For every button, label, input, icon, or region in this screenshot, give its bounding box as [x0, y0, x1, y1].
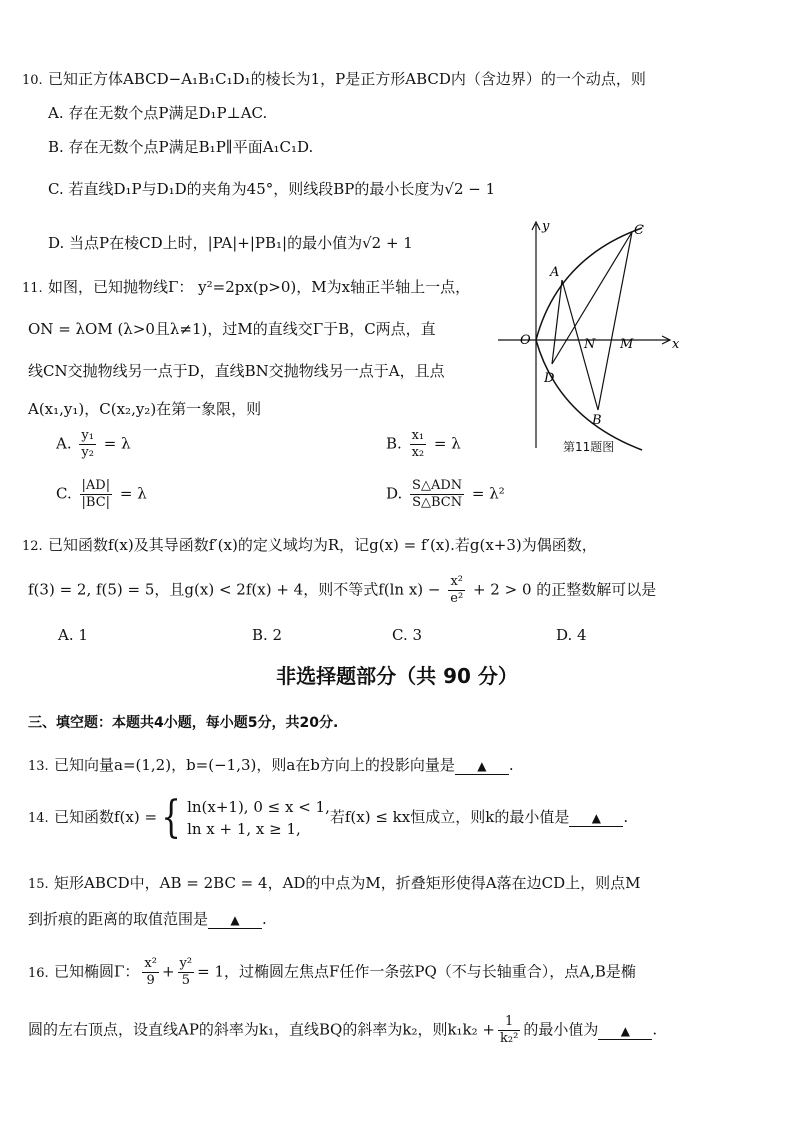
q16-fraction-3	[498, 1014, 520, 1047]
q12-option-c: C. 3	[392, 626, 423, 644]
q13-text: 已知向量a=(1,2)，b=(−1,3)，则a在b方向上的投影向量是	[54, 756, 455, 774]
q12-option-d: D. 4	[556, 626, 587, 644]
q16-f2-numerator: y²	[179, 956, 193, 971]
q12-line-2	[28, 574, 656, 607]
q15-answer-blank: ▲	[208, 912, 262, 929]
q16-f2-denominator: 5	[181, 973, 190, 988]
figure-label-m: M	[620, 337, 634, 352]
q15-line-2	[28, 908, 267, 930]
q14-brace: {	[161, 792, 181, 843]
q12-text-1: 已知函数f(x)及其导函数f′(x)的定义域均为R，记g(x) = f′(x).若g(x+3)为偶函数，	[48, 536, 597, 554]
q16-pre: 已知椭圆Γ：	[54, 962, 140, 981]
q16-f3-denominator: k₂²	[500, 1031, 519, 1046]
q11-figure	[492, 218, 692, 458]
q11-d-rhs: = λ²	[471, 484, 505, 503]
q14-piecewise	[187, 796, 330, 840]
q10-option-c: C. 若直线D₁P与D₁D的夹角为45°，则线段BP的最小长度为√2 − 1	[48, 180, 496, 198]
q16-number: 16.	[28, 965, 49, 981]
q14-post: 若f(x) ≤ kx恒成立，则k的最小值是	[329, 808, 570, 826]
figure-label-b: B	[592, 413, 602, 428]
q11-option-d	[386, 478, 505, 511]
q16-mid: = 1，过椭圆左焦点F任作一条弦PQ（不与长轴重合），点A,B是椭	[197, 962, 636, 981]
q10-stem-text: 已知正方体ABCD−A₁B₁C₁D₁的棱长为1，P是正方形ABCD内（含边界）的一个动点，则	[48, 70, 646, 88]
q16-fraction-1	[142, 956, 159, 989]
q11-d-denominator: S△BCN	[412, 495, 463, 510]
section-title: 非选择题部分（共 90 分）	[276, 664, 518, 688]
part-three-heading: 三、填空题：本题共4小题，每小题5分，共20分.	[28, 715, 339, 731]
q10-option-d: D. 当点P在棱CD上时，|PA|+|PB₁|的最小值为√2 + 1	[48, 234, 413, 252]
q16-f1-numerator: x²	[144, 956, 157, 971]
q15-number: 15.	[28, 877, 49, 892]
q11-c-numerator: |AD|	[81, 478, 111, 493]
q11-line-1	[22, 276, 470, 300]
q11-line-4: A(x₁,y₁)，C(x₂,y₂)在第一象限，则	[28, 400, 262, 418]
q11-b-denominator: x₂	[411, 445, 425, 460]
q12-line-1	[22, 534, 597, 558]
q11-text-1: 如图，已知抛物线Γ： y²=2px(p>0)，M为x轴正半轴上一点，	[48, 278, 471, 296]
q16-end: .	[652, 1020, 658, 1039]
figure-label-c: C	[634, 223, 644, 238]
q11-option-a	[56, 428, 131, 461]
q16-line-2	[28, 1014, 657, 1047]
q14-number: 14.	[28, 811, 49, 826]
q11-a-numerator: y₁	[81, 428, 94, 443]
figure-label-a: A	[550, 265, 560, 280]
q11-c-rhs: = λ	[119, 484, 147, 503]
q13-number: 13.	[28, 759, 49, 774]
q14-case-2: ln x + 1, x ≥ 1,	[187, 820, 301, 838]
q14-end: .	[623, 808, 629, 826]
q11-c-denominator: |BC|	[81, 495, 111, 510]
q14-case-1: ln(x+1), 0 ≤ x < 1,	[187, 798, 330, 816]
q11-d-numerator: S△ADN	[412, 478, 463, 493]
q15-text-2: 到折痕的距离的取值范围是	[28, 910, 209, 928]
q13-answer-blank: ▲	[455, 758, 509, 775]
q11-option-c-fraction	[80, 478, 113, 511]
q13-end: .	[508, 756, 514, 774]
q12-fraction-denominator: e²	[450, 591, 464, 606]
q11-number: 11.	[22, 281, 43, 296]
q16-line-1	[28, 956, 636, 989]
q16-text-2b: 的最小值为	[523, 1020, 599, 1039]
q11-a-rhs: = λ	[103, 434, 131, 453]
q15-end: .	[262, 910, 267, 928]
q10-option-a: A. 存在无数个点P满足D₁P⊥AC.	[48, 104, 268, 122]
q16-f3-numerator: 1	[498, 1014, 520, 1031]
figure-label-d: D	[544, 371, 555, 386]
q13	[28, 754, 514, 778]
q15-line-1	[28, 872, 640, 896]
q12-number: 12.	[22, 539, 43, 554]
q11-b-rhs: = λ	[433, 434, 461, 453]
q12-option-b: B. 2	[252, 626, 283, 644]
q14	[28, 792, 629, 843]
q12-fraction-numerator: x²	[448, 574, 465, 591]
q11-option-a-label: A.	[56, 434, 72, 453]
q11-a-denominator: y₂	[81, 445, 94, 460]
q12-fraction	[448, 574, 465, 607]
q11-figure-caption: 第11题图	[563, 440, 615, 454]
q11-option-b-label: B.	[386, 434, 402, 453]
q15-text-1: 矩形ABCD中，AB = 2BC = 4，AD的中点为M，折叠矩形使得A落在边CD上，则点M	[54, 874, 641, 892]
q11-line-2: ON = λOM (λ>0且λ≠1)，过M的直线交Γ于B，C两点，直	[28, 320, 436, 338]
q12-text-2b: + 2 > 0 的正整数解可以是	[472, 580, 657, 599]
q14-answer-blank: ▲	[569, 810, 623, 827]
q12-option-a: A. 1	[58, 626, 88, 644]
q10-number: 10.	[22, 73, 43, 88]
q11-option-b	[386, 428, 461, 461]
q11-option-d-label: D.	[386, 484, 403, 503]
q11-line-3: 线CN交抛物线另一点于D，直线BN交抛物线另一点于A，且点	[28, 362, 445, 380]
q16-plus: +	[161, 962, 175, 981]
q11-option-a-fraction	[79, 428, 96, 461]
q16-fraction-2	[178, 956, 195, 989]
figure-label-y: y	[542, 219, 550, 234]
q11-b-numerator: x₁	[411, 428, 425, 443]
figure-line-bc	[598, 232, 632, 410]
q11-option-b-fraction	[410, 428, 427, 461]
q11-option-c	[56, 478, 147, 511]
q11-option-c-label: C.	[56, 484, 72, 503]
q16-f1-denominator: 9	[146, 973, 155, 988]
q10-stem	[22, 68, 646, 92]
figure-label-n: N	[584, 337, 596, 352]
figure-label-x: x	[672, 337, 680, 352]
q11-option-d-fraction	[410, 478, 464, 511]
q12-text-2a: f(3) = 2, f(5) = 5，且g(x) < 2f(x) + 4，则不等式f(ln x) −	[28, 580, 441, 599]
q10-option-b: B. 存在无数个点P满足B₁P∥平面A₁C₁D.	[48, 138, 314, 156]
q16-answer-blank: ▲	[598, 1023, 652, 1040]
q16-text-2a: 圆的左右顶点，设直线AP的斜率为k₁，直线BQ的斜率为k₂，则k₁k₂ +	[28, 1020, 495, 1039]
figure-label-o: O	[520, 333, 531, 348]
q14-pre: 已知函数f(x) =	[54, 808, 158, 826]
